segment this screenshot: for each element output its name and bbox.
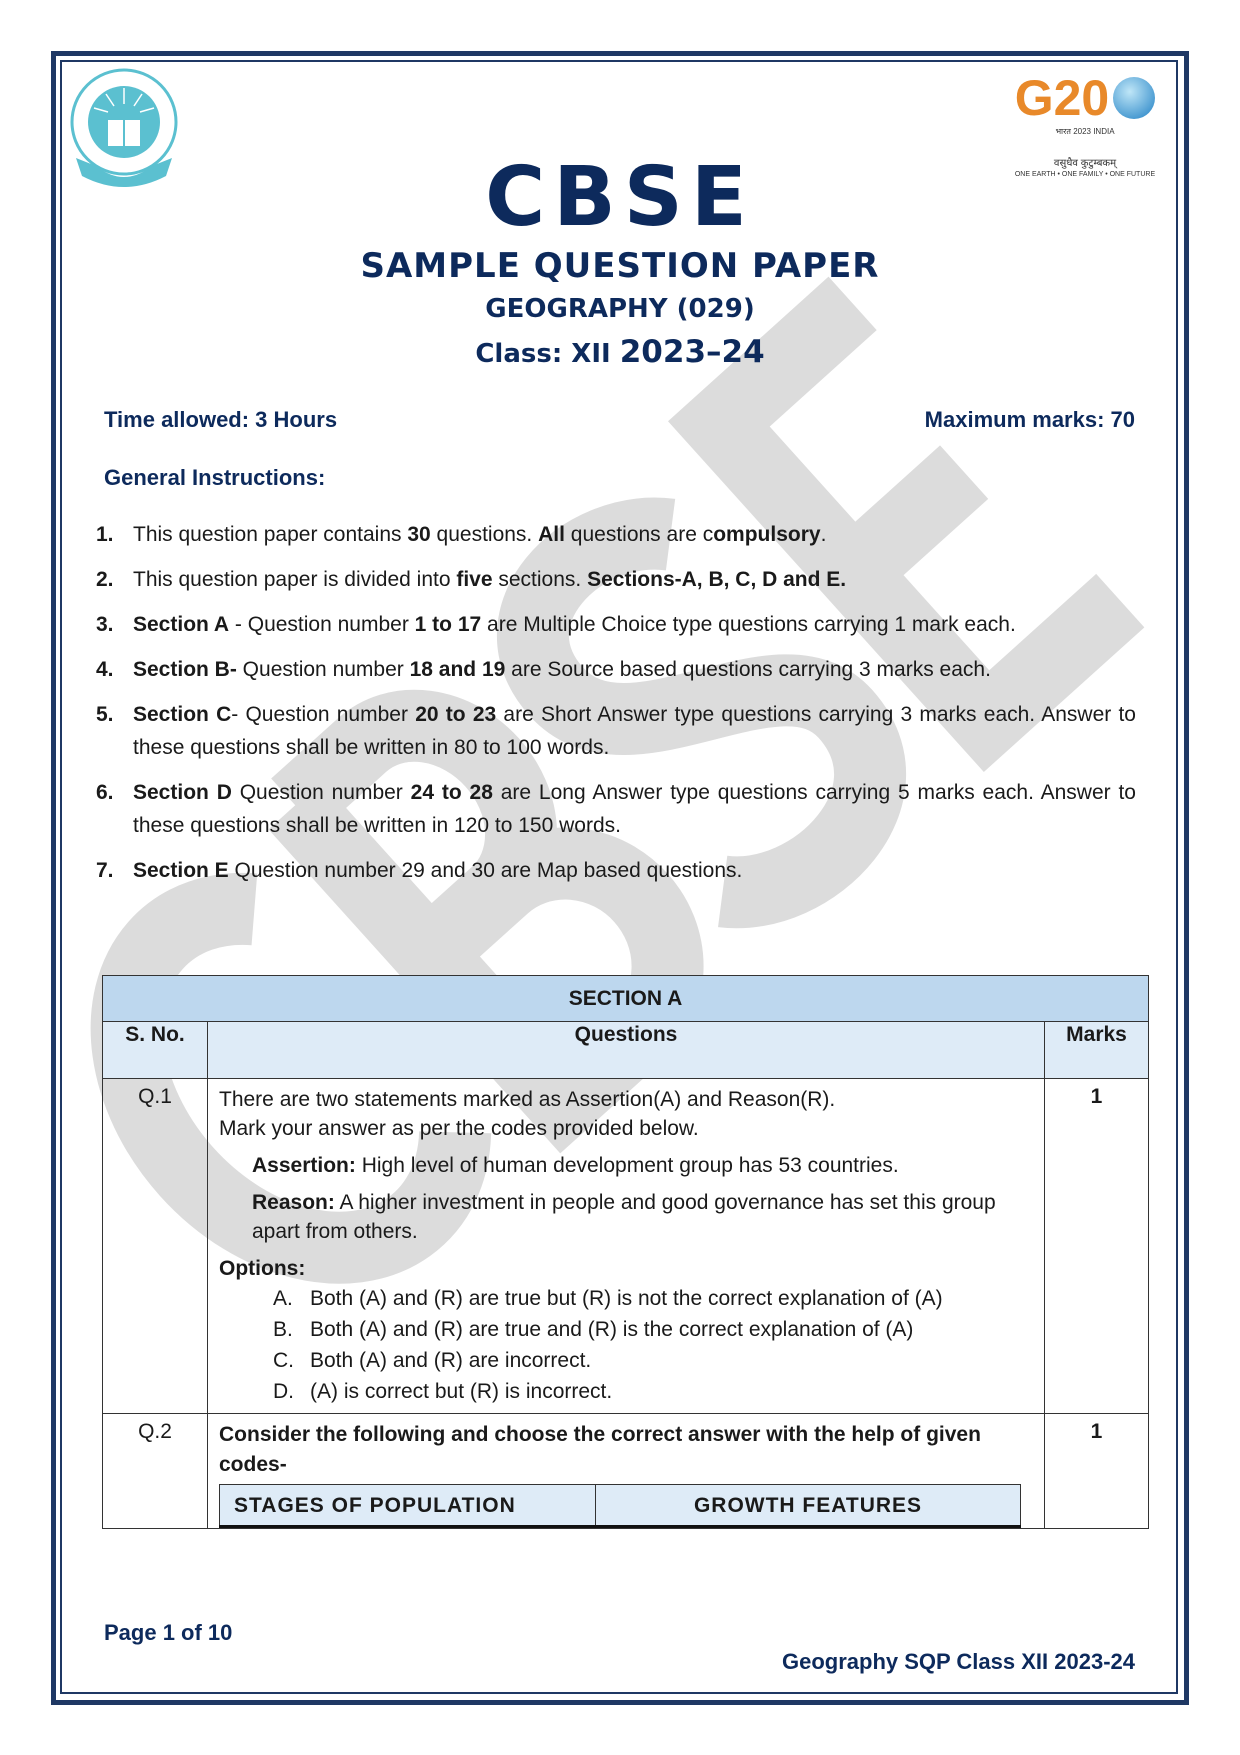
- instruction-text: Section B-: [133, 658, 237, 681]
- instructions-list: [96, 518, 1136, 899]
- options-list: [219, 1283, 1034, 1407]
- reason-text: A higher investment in people and good governance has set this group apart from others.: [252, 1191, 996, 1243]
- option-letter: A.: [273, 1287, 293, 1310]
- reason-label: Reason:: [252, 1191, 335, 1214]
- option-letter: D.: [273, 1380, 294, 1403]
- instruction-text: Section C: [133, 703, 232, 726]
- instruction-text: 24 to 28: [410, 781, 493, 804]
- option-b: [273, 1314, 1034, 1345]
- instruction-text: 30: [407, 523, 431, 546]
- instruction-text: are Multiple Choice type questions carrying 1 mark each.: [481, 613, 1016, 636]
- option-text: (A) is correct but (R) is incorrect.: [310, 1380, 613, 1403]
- instruction-item: [96, 653, 1136, 686]
- globe-icon: [1113, 77, 1155, 119]
- instruction-text: ompulsory: [713, 523, 821, 546]
- page-number: Page 1 of 10: [104, 1620, 233, 1645]
- instruction-item: [96, 518, 1136, 551]
- option-a: [273, 1283, 1034, 1314]
- column-header-questions: Questions: [208, 1022, 1045, 1079]
- instruction-text: five: [456, 568, 493, 591]
- question-cell: [208, 1414, 1045, 1529]
- option-letter: C.: [273, 1349, 294, 1372]
- instruction-text: This question paper contains: [133, 523, 408, 546]
- session-year: 2023–24: [619, 334, 765, 370]
- time-allowed: Time allowed: 3 Hours: [104, 407, 338, 432]
- column-header-marks: Marks: [1045, 1022, 1149, 1079]
- instruction-text: All: [538, 523, 565, 546]
- marks-value: 1: [1045, 1414, 1149, 1529]
- instruction-text: 1 to 17: [414, 613, 482, 636]
- option-letter: B.: [273, 1318, 293, 1341]
- paper-subtitle: SAMPLE QUESTION PAPER: [360, 246, 880, 286]
- assertion: [219, 1151, 1034, 1180]
- question-cell: [208, 1079, 1045, 1414]
- instruction-item: [96, 698, 1136, 764]
- instruction-text: Sections-A, B, C, D and E.: [587, 568, 847, 591]
- instruction-number: 7.: [96, 859, 114, 882]
- column-header-sno: S. No.: [103, 1022, 208, 1079]
- instruction-text: Section A: [133, 613, 230, 636]
- instruction-text: are Source based questions carrying 3 marks each.: [505, 658, 991, 681]
- instruction-text: - Question number: [229, 613, 415, 636]
- section-title: SECTION A: [103, 976, 1149, 1022]
- instruction-text: - Question number: [231, 703, 416, 726]
- reason: [219, 1188, 1034, 1246]
- option-text: Both (A) and (R) are true but (R) is not the correct explanation of (A): [310, 1287, 943, 1310]
- instruction-text: Question number 29 and 30 are Map based questions.: [228, 859, 743, 882]
- option-text: Both (A) and (R) are true and (R) is the correct explanation of (A): [310, 1318, 914, 1341]
- page-title: CBSE: [485, 150, 755, 245]
- table-row-q1: [103, 1079, 1149, 1414]
- question-number: Q.2: [103, 1414, 208, 1529]
- instruction-text: questions are c: [564, 523, 714, 546]
- instruction-text: questions.: [430, 523, 539, 546]
- instruction-text: 18 and 19: [409, 658, 506, 681]
- question-text: Consider the following and choose the correct answer with the help of given codes-: [219, 1423, 981, 1476]
- assertion-text: High level of human development group has 53 countries.: [355, 1154, 899, 1177]
- options-label: Options:: [219, 1257, 306, 1280]
- instruction-number: 4.: [96, 658, 114, 681]
- option-c: [273, 1345, 1034, 1376]
- option-d: [273, 1376, 1034, 1407]
- class-label: Class: XII: [475, 339, 611, 369]
- instruction-number: 2.: [96, 568, 114, 591]
- g20-subtitle: भारत 2023 INDIA: [1055, 127, 1115, 136]
- instruction-text: sections.: [492, 568, 588, 591]
- stages-header: STAGES OF POPULATION: [220, 1485, 596, 1527]
- footer-document-title: Geography SQP Class XII 2023-24: [782, 1649, 1135, 1674]
- instruction-text: This question paper is divided into: [133, 568, 457, 591]
- g20-motto-english: ONE EARTH • ONE FAMILY • ONE FUTURE: [1014, 171, 1156, 178]
- instruction-text: Question number: [236, 658, 410, 681]
- instruction-text: 20 to 23: [415, 703, 497, 726]
- instruction-text: are Long Answer type questions carrying 5 marks each. Answer to these questions shall be written in 120 to 150 words.: [133, 781, 1136, 837]
- instruction-number: 5.: [96, 703, 114, 726]
- subject: GEOGRAPHY (029): [485, 294, 755, 324]
- question-intro: Mark your answer as per the codes provided below.: [219, 1117, 699, 1140]
- instruction-text: Section E: [133, 859, 229, 882]
- marks-value: 1: [1045, 1079, 1149, 1414]
- instruction-text: are Short Answer type questions carrying 3 marks each. Answer to these questions shall be written in 80 to 100 words.: [133, 703, 1136, 759]
- question-intro: There are two statements marked as Assertion(A) and Reason(R).: [219, 1088, 836, 1111]
- g20-motto-hindi: वसुधैव कुटुम्बकम्: [1053, 158, 1117, 169]
- instruction-text: .: [820, 523, 827, 546]
- instruction-text: Section D: [133, 781, 232, 804]
- instruction-number: 6.: [96, 781, 114, 804]
- maximum-marks: Maximum marks: 70: [924, 407, 1135, 432]
- class-line: [0, 334, 1240, 370]
- question-number: Q.1: [103, 1079, 208, 1414]
- instruction-number: 1.: [96, 523, 114, 546]
- section-a-table: [102, 975, 1149, 1529]
- assertion-label: Assertion:: [252, 1154, 356, 1177]
- instruction-number: 3.: [96, 613, 114, 636]
- option-text: Both (A) and (R) are incorrect.: [310, 1349, 592, 1372]
- instruction-item: [96, 776, 1136, 842]
- growth-features-header: GROWTH FEATURES: [596, 1485, 1021, 1527]
- stages-table: [219, 1484, 1021, 1528]
- table-row-q2: [103, 1414, 1149, 1529]
- instruction-item: [96, 608, 1136, 641]
- instruction-item: [96, 854, 1136, 887]
- instructions-heading: General Instructions:: [104, 465, 326, 490]
- instruction-text: Question number: [231, 781, 411, 804]
- instruction-item: [96, 563, 1136, 596]
- g20-mark: G20: [1014, 70, 1110, 126]
